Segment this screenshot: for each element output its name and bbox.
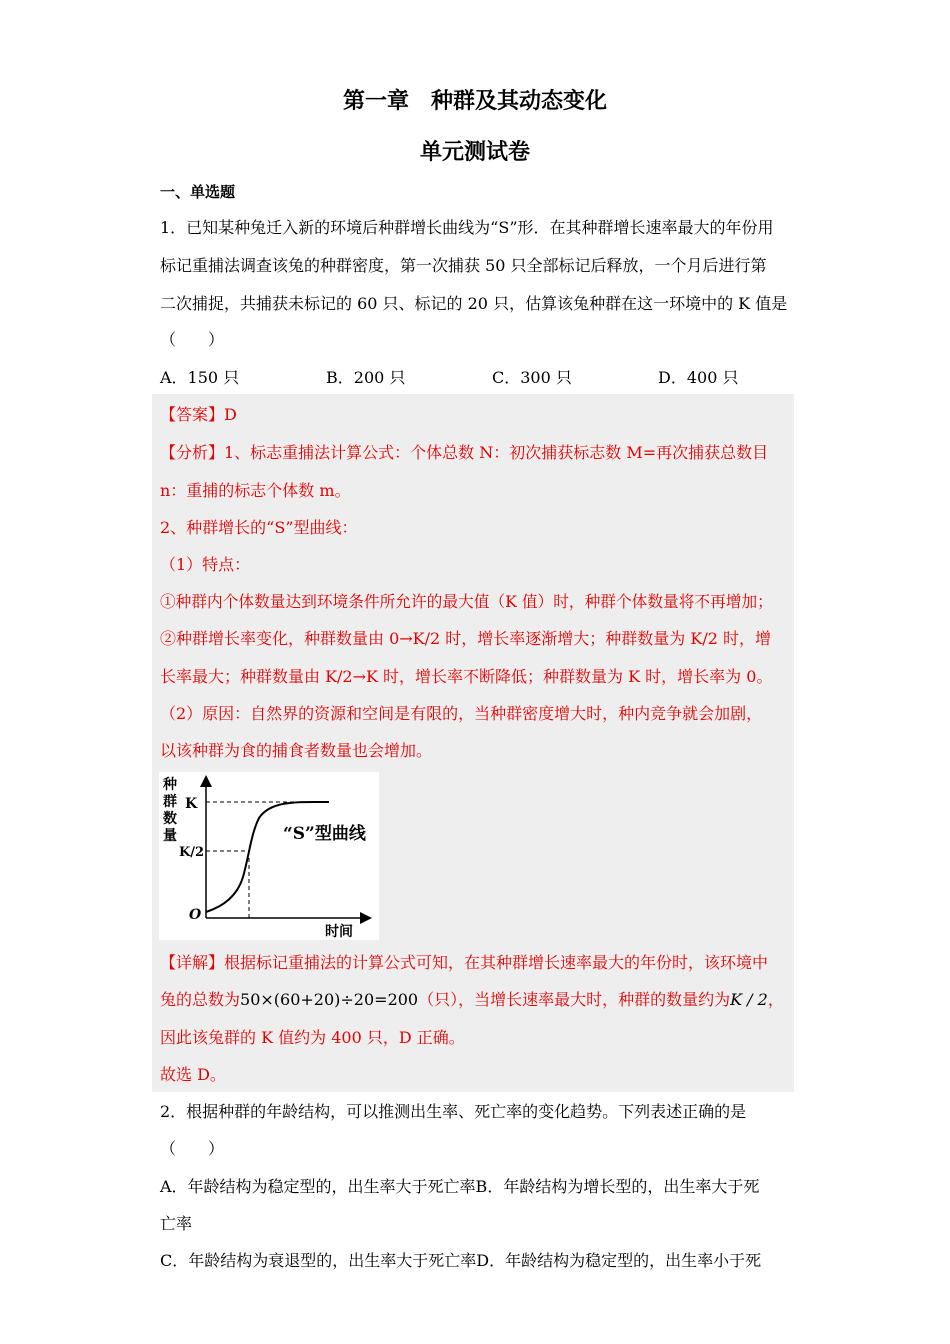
analysis-line-9: 以该种群为食的捕食者数量也会增加。	[160, 741, 433, 760]
question-1-line-3: 二次捕捉，共捕获未标记的 60 只、标记的 20 只，估算该兔种群在这一环境中的 K 值是	[160, 294, 788, 313]
detail-text-middle: （只），当增长速率最大时，种群的数量约为	[418, 990, 731, 1009]
detail-line-4: 故选 D。	[160, 1065, 226, 1084]
section-heading: 一、单选题	[160, 183, 236, 201]
question-1-line-4: （ ）	[160, 330, 225, 349]
question-1-line-2: 标记重捕法调查该兔的种群密度，第一次捕获 50 只全部标记后释放，一个月后进行第	[160, 256, 767, 275]
analysis-line-5: ①种群内个体数量达到环境条件所允许的最大值（K 值）时，种群个体数量将不再增加；	[160, 592, 773, 611]
analysis-line-8: （2）原因：自然界的资源和空间是有限的，当种群密度增大时，种内竞争就会加剧，	[160, 704, 763, 723]
answer-line: 【答案】D	[160, 405, 237, 424]
option-b: B．200 只	[326, 368, 406, 387]
y-axis-label-char-2: 群	[163, 794, 177, 810]
question-2-line-3: A．年龄结构为稳定型的，出生率大于死亡率B．年龄结构为增长型的，出生率大于死	[160, 1177, 760, 1196]
analysis-line-7: 长率最大；种群数量由 K/2→K 时，增长率不断降低；种群数量为 K 时，增长率为 0。	[160, 667, 773, 686]
question-2-line-1: 2．根据种群的年龄结构，可以推测出生率、死亡率的变化趋势。下列表述正确的是	[160, 1102, 747, 1121]
detail-comma: ，	[767, 990, 784, 1009]
question-2-line-4: 亡率	[160, 1214, 193, 1233]
chapter-title: 第一章 种群及其动态变化	[342, 89, 607, 114]
s-curve-graph	[159, 772, 379, 940]
detail-line-1: 【详解】根据标记重捕法的计算公式可知，在其种群增长速率最大的年份时，该环境中	[160, 953, 769, 972]
x-axis-label: 时间	[325, 924, 353, 940]
option-c: C．300 只	[492, 368, 572, 387]
y-axis-label-char-1: 种	[163, 777, 177, 793]
option-d: D．400 只	[658, 368, 739, 387]
analysis-line-2: n：重捕的标志个体数 m。	[160, 481, 351, 500]
detail-line-2	[160, 990, 784, 1010]
origin-label: O	[189, 907, 202, 923]
detail-formula: 50×(60+20)÷20=200	[240, 990, 419, 1009]
s-curve-figure	[159, 772, 379, 940]
question-2-line-5: C．年龄结构为衰退型的，出生率大于死亡率D．年龄结构为稳定型的，出生率小于死	[160, 1251, 762, 1270]
k2-label: K/2	[179, 845, 205, 860]
analysis-line-4: （1）特点：	[160, 555, 251, 574]
analysis-line-3: 2、种群增长的“S”型曲线：	[160, 518, 358, 537]
y-axis-label-char-4: 量	[163, 828, 177, 844]
detail-k-half: K / 2	[730, 990, 768, 1009]
s-curve-line	[206, 802, 329, 912]
curve-label: “S”型曲线	[283, 824, 366, 844]
detail-line-3: 因此该兔群的 K 值约为 400 只，D 正确。	[160, 1028, 465, 1047]
y-axis-label-char-3: 数	[163, 811, 177, 827]
analysis-line-6: ②种群增长率变化，种群数量由 0→K/2 时，增长率逐渐增大；种群数量为 K/2 时，增	[160, 629, 771, 648]
option-a: A．150 只	[160, 368, 240, 387]
question-1-line-1: 1．已知某种兔迁入新的环境后种群增长曲线为“S”形．在其种群增长速率最大的年份用	[160, 218, 774, 237]
analysis-line-1: 【分析】1、标志重捕法计算公式：个体总数 N：初次捕获标志数 M=再次捕获总数目	[160, 443, 769, 462]
k-label: K	[185, 796, 198, 812]
detail-text-prefix: 兔的总数为	[160, 990, 241, 1009]
test-subtitle: 单元测试卷	[419, 140, 530, 165]
question-2-line-2: （ ）	[160, 1139, 225, 1158]
